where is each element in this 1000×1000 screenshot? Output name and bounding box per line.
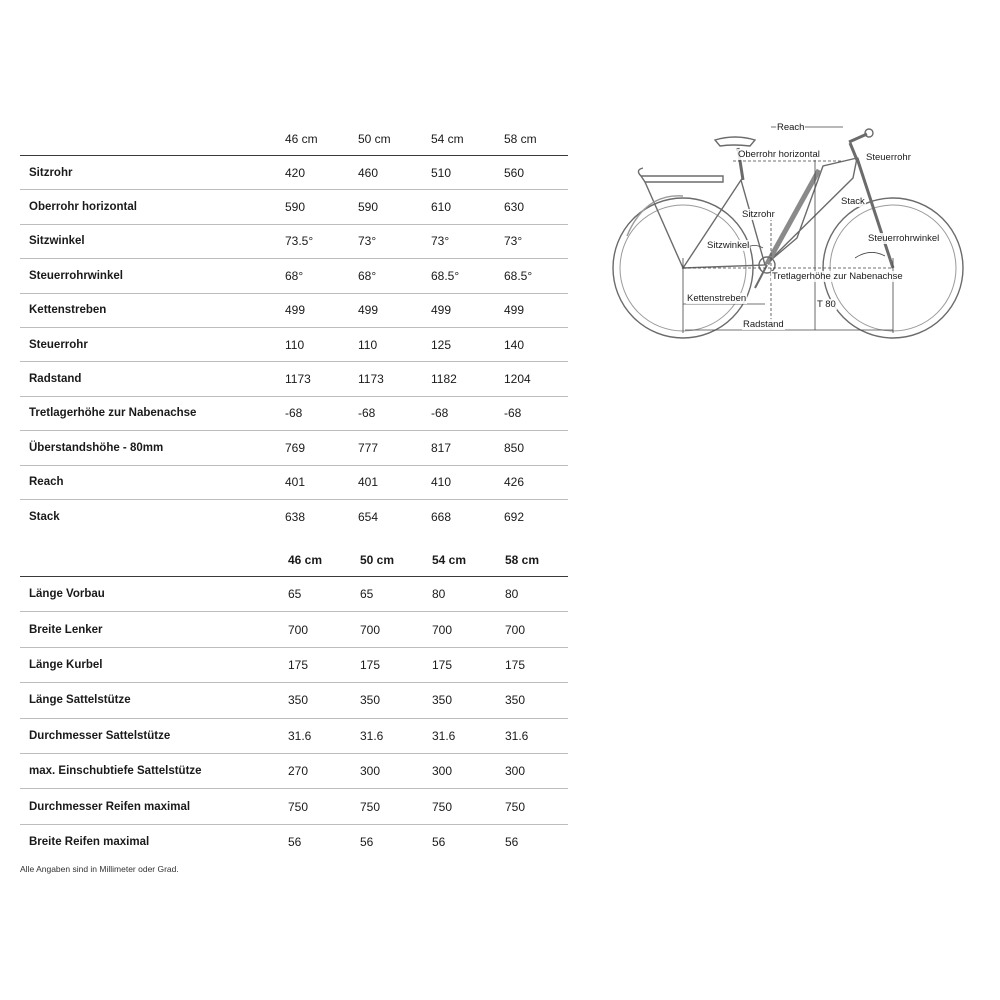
- row-value: 499: [504, 303, 525, 318]
- row-label: Tretlagerhöhe zur Nabenachse: [29, 407, 197, 420]
- handlebar: [849, 134, 867, 142]
- rack-end: [638, 168, 643, 176]
- table-row: [20, 612, 568, 647]
- row-label: Überstandshöhe - 80mm: [29, 441, 164, 454]
- table-row: [20, 156, 568, 190]
- row-value: 31.6: [288, 728, 312, 743]
- components-table: [20, 545, 568, 859]
- table-row: [20, 500, 568, 533]
- crank-arm: [755, 265, 767, 288]
- row-value: 73°: [431, 234, 450, 249]
- row-value: 350: [360, 693, 381, 708]
- row-value: 700: [505, 622, 526, 637]
- row-value: 31.6: [432, 728, 456, 743]
- row-value: 817: [431, 440, 452, 455]
- label-sitzrohr: Sitzrohr: [742, 209, 775, 220]
- size-header: 54 cm: [432, 553, 467, 567]
- row-label: Sitzwinkel: [29, 235, 85, 248]
- row-value: 56: [432, 834, 446, 849]
- geometry-table-header: [20, 124, 568, 156]
- row-value: 750: [288, 799, 309, 814]
- row-value: 65: [360, 587, 374, 602]
- row-label: Oberrohr horizontal: [29, 201, 137, 214]
- row-value: 300: [432, 764, 453, 779]
- row-value: 499: [431, 303, 452, 318]
- row-value: 175: [432, 657, 453, 672]
- row-value: 110: [358, 337, 378, 352]
- size-header: 50 cm: [358, 132, 391, 146]
- size-header: 58 cm: [504, 132, 537, 146]
- row-value: 560: [504, 165, 525, 180]
- row-value: 590: [285, 200, 306, 215]
- row-value: 769: [285, 440, 306, 455]
- table-row: [20, 789, 568, 824]
- row-label: Stack: [29, 510, 60, 523]
- row-value: 1204: [504, 372, 531, 387]
- components-table-header: [20, 545, 568, 577]
- row-value: 56: [288, 834, 302, 849]
- size-header: 46 cm: [288, 553, 323, 567]
- table-row: [20, 577, 568, 612]
- label-tretlager: Tretlagerhöhe zur Nabenachse: [772, 271, 903, 282]
- row-value: 401: [285, 475, 306, 490]
- table-row: [20, 466, 568, 500]
- table-row: [20, 431, 568, 465]
- row-value: 350: [432, 693, 453, 708]
- row-value: 750: [360, 799, 381, 814]
- label-steuerrohrwinkel: Steuerrohrwinkel: [868, 233, 940, 244]
- row-value: 499: [285, 303, 306, 318]
- row-value: 31.6: [360, 728, 384, 743]
- row-value: 1173: [358, 372, 384, 387]
- row-value: 350: [505, 693, 526, 708]
- table-row: [20, 719, 568, 754]
- row-label: Kettenstreben: [29, 304, 107, 317]
- row-value: 73.5°: [285, 234, 314, 249]
- row-value: 426: [504, 475, 525, 490]
- row-value: 654: [358, 509, 379, 524]
- row-value: 420: [285, 165, 306, 180]
- row-label: Durchmesser Reifen maximal: [29, 800, 191, 813]
- row-label: Radstand: [29, 373, 82, 386]
- row-label: Länge Kurbel: [29, 658, 103, 671]
- size-header: 46 cm: [285, 132, 318, 146]
- row-label: max. Einschubtiefe Sattelstütze: [29, 765, 202, 778]
- label-sitzwinkel: Sitzwinkel: [707, 240, 750, 251]
- table-row: [20, 190, 568, 224]
- row-value: -68: [285, 406, 303, 421]
- rack-strut: [645, 182, 683, 268]
- row-value: 410: [431, 475, 452, 490]
- row-label: Länge Sattelstütze: [29, 694, 131, 707]
- row-value: 1182: [431, 372, 457, 387]
- row-value: 300: [360, 764, 381, 779]
- row-value: 700: [288, 622, 309, 637]
- head-angle-arc: [855, 252, 885, 258]
- table-row: [20, 328, 568, 362]
- label-reach: Reach: [777, 122, 805, 133]
- label-radstand: Radstand: [743, 319, 784, 330]
- bike-geometry-diagram: [605, 118, 985, 348]
- row-value: 175: [505, 657, 526, 672]
- row-label: Steuerrohrwinkel: [29, 269, 123, 282]
- label-oberrohr: Oberrohr horizontal: [738, 149, 820, 160]
- row-value: 110: [285, 337, 305, 352]
- row-value: 68.5°: [431, 268, 460, 283]
- row-label: Breite Reifen maximal: [29, 835, 150, 848]
- row-value: 140: [504, 337, 525, 352]
- row-value: 65: [288, 587, 302, 602]
- table-row: [20, 294, 568, 328]
- label-kettenstreben: Kettenstreben: [687, 293, 747, 304]
- row-value: 510: [431, 165, 452, 180]
- row-value: -68: [431, 406, 449, 421]
- row-label: Breite Lenker: [29, 623, 103, 636]
- row-value: 31.6: [505, 728, 529, 743]
- stem: [850, 143, 857, 160]
- table-row: [20, 259, 568, 293]
- table-row: [20, 754, 568, 789]
- rear-triangle: [683, 180, 765, 268]
- row-value: 68°: [285, 268, 304, 283]
- size-header: 58 cm: [505, 553, 540, 567]
- row-value: 73°: [358, 234, 377, 249]
- row-value: 638: [285, 509, 306, 524]
- rear-rack: [641, 176, 723, 182]
- label-stack: Stack: [841, 196, 865, 207]
- front-triangle: [765, 158, 857, 265]
- row-value: 56: [505, 834, 519, 849]
- row-value: 175: [288, 657, 309, 672]
- row-value: 125: [431, 337, 452, 352]
- row-value: 175: [360, 657, 381, 672]
- row-label: Durchmesser Sattelstütze: [29, 729, 171, 742]
- row-value: 610: [431, 200, 452, 215]
- row-value: 750: [505, 799, 526, 814]
- row-label: Reach: [29, 476, 64, 489]
- size-header: 50 cm: [360, 553, 395, 567]
- row-value: 630: [504, 200, 525, 215]
- row-value: 56: [360, 834, 374, 849]
- row-value: -68: [504, 406, 522, 421]
- row-value: 460: [358, 165, 379, 180]
- row-value: 68.5°: [504, 268, 533, 283]
- saddle: [715, 137, 755, 146]
- table-row: [20, 397, 568, 431]
- row-value: 750: [432, 799, 453, 814]
- row-value: 80: [432, 587, 446, 602]
- row-value: 850: [504, 440, 525, 455]
- table-row: [20, 362, 568, 396]
- row-value: 350: [288, 693, 309, 708]
- label-steuerrohr: Steuerrohr: [866, 152, 911, 163]
- row-value: -68: [358, 406, 376, 421]
- geometry-table: [20, 124, 568, 533]
- row-value: 401: [358, 475, 379, 490]
- row-value: 700: [432, 622, 453, 637]
- row-label: Länge Vorbau: [29, 588, 105, 601]
- row-value: 700: [360, 622, 381, 637]
- row-value: 68°: [358, 268, 377, 283]
- size-header: 54 cm: [431, 132, 464, 146]
- row-value: 668: [431, 509, 452, 524]
- label-t80: T 80: [817, 299, 836, 310]
- table-row: [20, 825, 568, 859]
- row-value: 1173: [285, 372, 311, 387]
- row-value: 270: [288, 764, 309, 779]
- row-value: 692: [504, 509, 525, 524]
- row-value: 777: [358, 440, 379, 455]
- row-value: 300: [505, 764, 526, 779]
- row-value: 590: [358, 200, 379, 215]
- table-row: [20, 648, 568, 683]
- row-value: 80: [505, 587, 519, 602]
- table-row: [20, 683, 568, 718]
- table-row: [20, 225, 568, 259]
- row-label: Sitzrohr: [29, 166, 73, 179]
- row-value: 499: [358, 303, 379, 318]
- row-label: Steuerrohr: [29, 338, 88, 351]
- row-value: 73°: [504, 234, 523, 249]
- footnote: Alle Angaben sind in Millimeter oder Grad.: [20, 864, 179, 874]
